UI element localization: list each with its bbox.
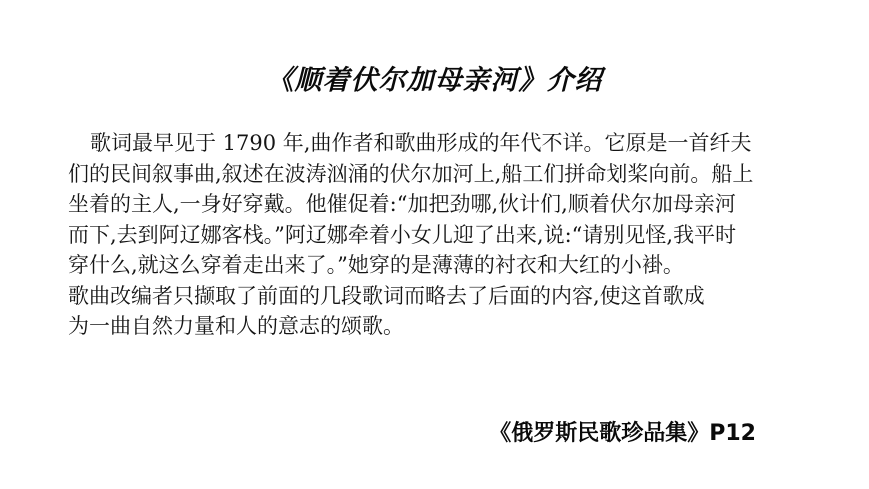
text-line: 坐着的主人,一身好穿戴。他催促着:“加把劲哪,伙计们,顺着伏尔加母亲河 <box>68 192 736 216</box>
text-line: 歌词最早见于 1790 年,曲作者和歌曲形成的年代不详。它原是一首纤夫 <box>90 131 752 155</box>
text-line: 而下,去到阿辽娜客栈。”阿辽娜牵着小女儿迎了出来,说:“请别见怪,我平时 <box>68 222 737 247</box>
body-text <box>68 128 810 342</box>
text-line: 为一曲自然力量和人的意志的颂歌。 <box>68 314 404 338</box>
paragraph-2 <box>68 281 810 342</box>
source-citation: 《俄罗斯民歌珍品集》P12 <box>489 421 756 446</box>
document-title: 《顺着伏尔加母亲河》介绍 <box>266 65 603 96</box>
text-line: 穿什么,就这么穿着走出来了。”她穿的是薄薄的衬衣和大红的小褂。 <box>68 253 684 277</box>
text-line: 们的民间叙事曲,叙述在波涛汹涌的伏尔加河上,船工们拼命划桨向前。船上 <box>68 161 754 186</box>
text-line: 歌曲改编者只撷取了前面的几段歌词而略去了后面的内容,使这首歌成 <box>68 283 705 308</box>
paragraph-1 <box>68 128 810 281</box>
